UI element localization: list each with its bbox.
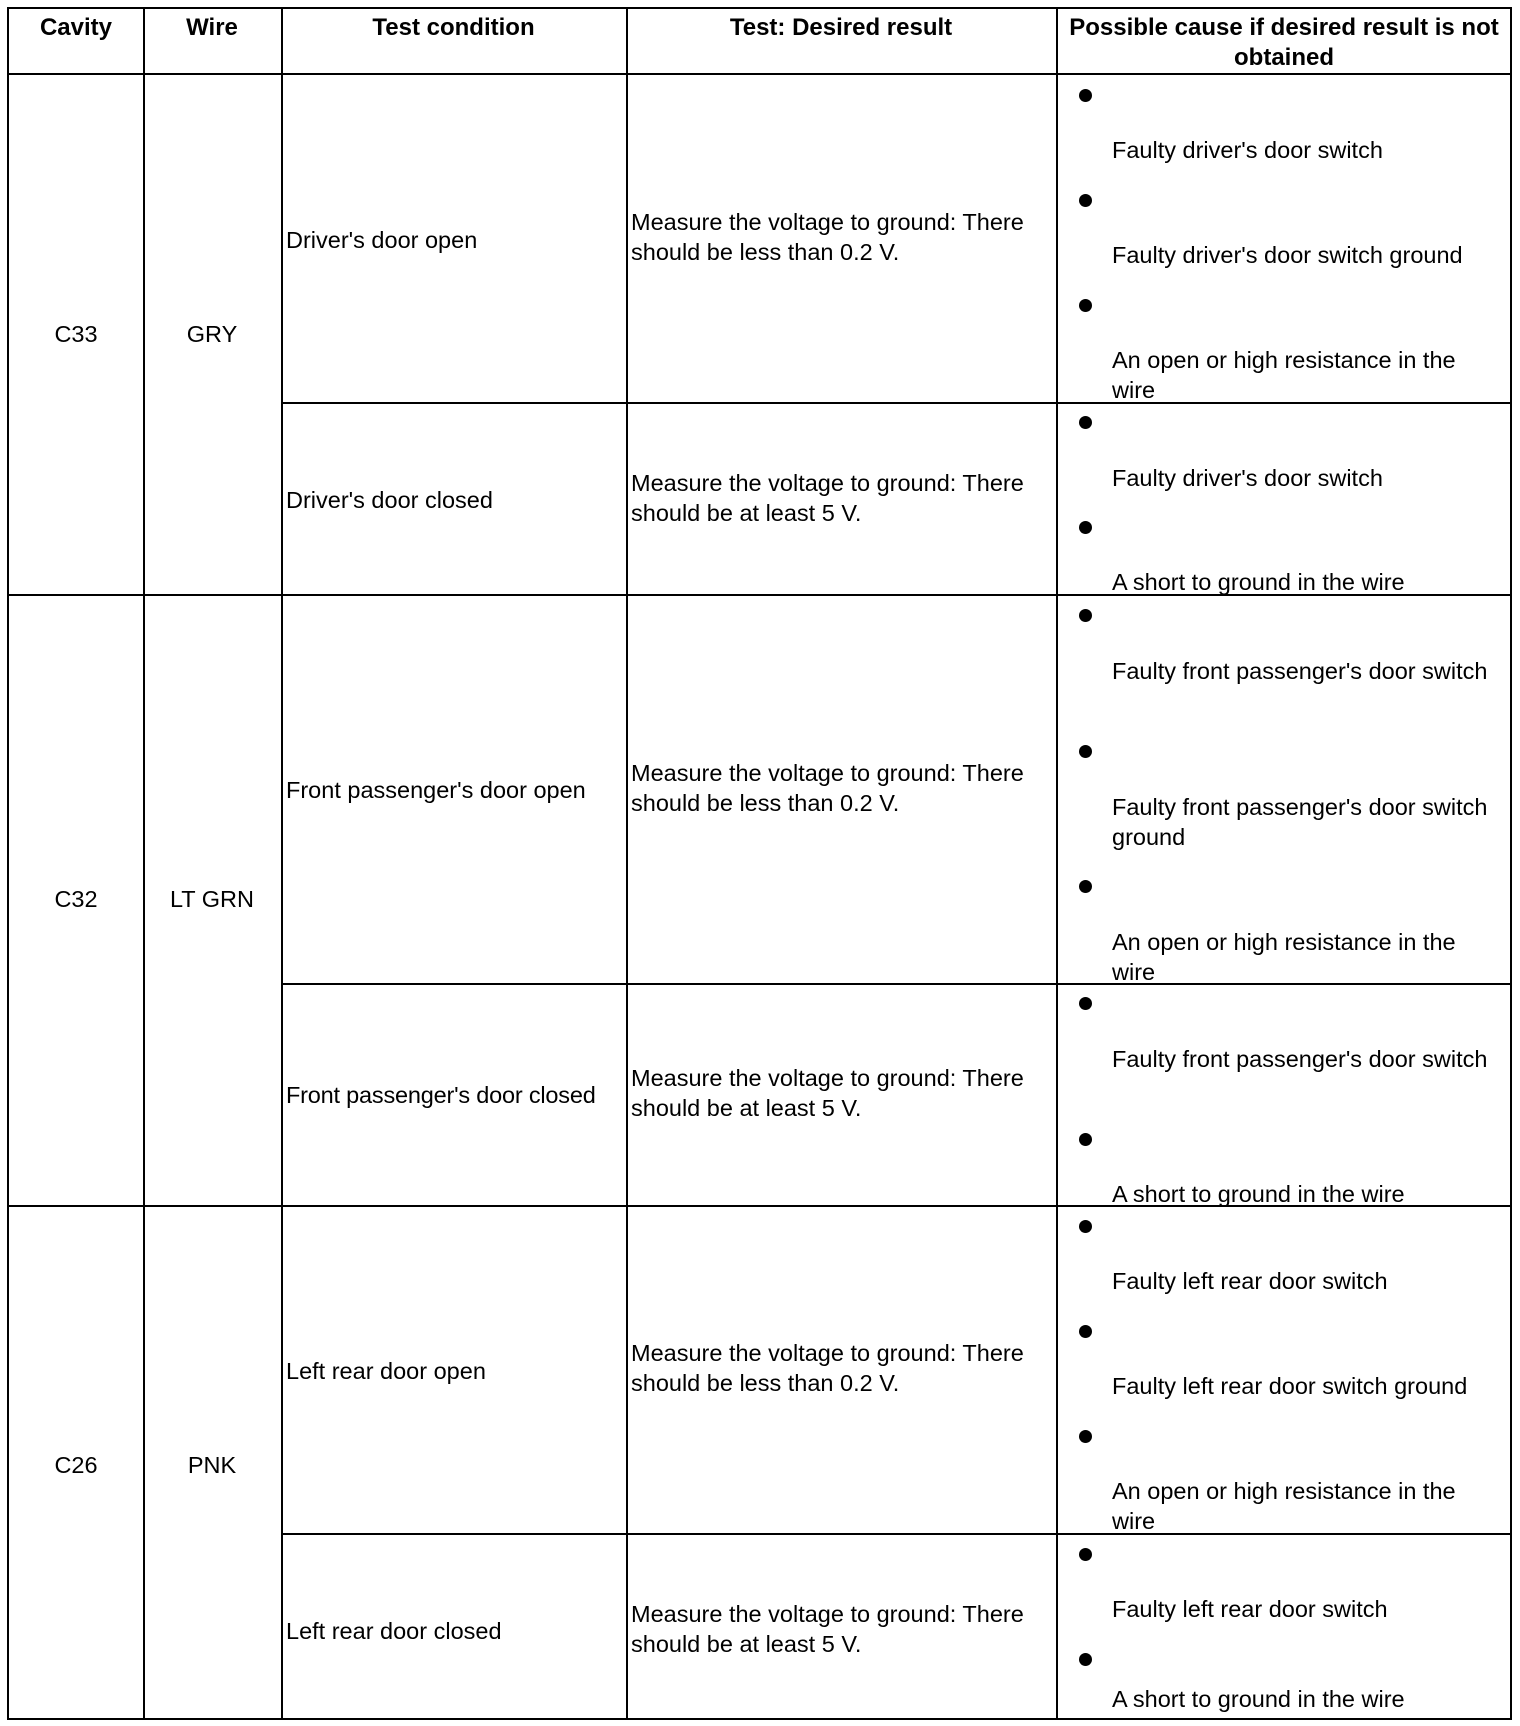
cavity-cell: C32 (54, 886, 98, 912)
wire-cell: LT GRN (169, 886, 254, 912)
bullet-icon (1079, 1325, 1092, 1338)
cause-item: An open or high resistance in the wire (1112, 1478, 1456, 1534)
cause-item: Faulty left rear door switch (1112, 1268, 1388, 1294)
cause-item: Faulty front passenger's door switch ground (1112, 794, 1488, 850)
cause-item: An open or high resistance in the wire (1112, 347, 1456, 403)
header-wire: Wire (186, 14, 238, 41)
cause-item: A short to ground in the wire (1112, 569, 1405, 595)
test-result-cell: Measure the voltage to ground: There should be less than 0.2 V. (631, 760, 1024, 816)
test-condition-cell: Front passenger's door open (286, 777, 586, 803)
bullet-icon (1079, 1653, 1092, 1666)
test-condition-cell: Left rear door open (286, 1358, 486, 1384)
cause-item: A short to ground in the wire (1112, 1686, 1405, 1712)
cause-item: Faulty driver's door switch (1112, 137, 1383, 163)
bullet-icon (1079, 609, 1092, 622)
header-possible-cause: Possible cause if desired result is not obtained (1069, 14, 1499, 71)
cavity-cell: C26 (54, 1452, 98, 1478)
column-divider (1056, 9, 1058, 1718)
cause-item: Faulty driver's door switch ground (1112, 242, 1463, 268)
test-result-cell: Measure the voltage to ground: There should be less than 0.2 V. (631, 209, 1024, 265)
test-condition-cell: Left rear door closed (286, 1618, 502, 1644)
bullet-icon (1079, 880, 1092, 893)
test-condition-cell: Front passenger's door closed (286, 1082, 596, 1108)
test-result-cell: Measure the voltage to ground: There should be less than 0.2 V. (631, 1340, 1024, 1396)
diagnostic-table (7, 7, 1512, 1720)
column-divider (281, 9, 283, 1718)
bullet-icon (1079, 299, 1092, 312)
bullet-icon (1079, 194, 1092, 207)
bullet-icon (1079, 521, 1092, 534)
bullet-icon (1079, 416, 1092, 429)
cause-item: A short to ground in the wire (1112, 1181, 1405, 1207)
header-divider (9, 73, 1510, 75)
test-result-cell: Measure the voltage to ground: There should be at least 5 V. (631, 470, 1024, 526)
bullet-icon (1079, 1548, 1092, 1561)
bullet-icon (1079, 1133, 1092, 1146)
test-condition-cell: Driver's door open (286, 227, 478, 253)
bullet-icon (1079, 1430, 1092, 1443)
test-result-cell: Measure the voltage to ground: There should be at least 5 V. (631, 1601, 1024, 1657)
cause-item: Faulty driver's door switch (1112, 465, 1383, 491)
cause-item: Faulty left rear door switch ground (1112, 1373, 1468, 1399)
cavity-cell: C33 (54, 321, 98, 347)
bullet-icon (1079, 745, 1092, 758)
cause-item: Faulty front passenger's door switch (1112, 658, 1488, 684)
header-test-condition: Test condition (372, 14, 535, 41)
header-cavity: Cavity (39, 14, 113, 41)
cause-item: Faulty front passenger's door switch (1112, 1046, 1488, 1072)
bullet-icon (1079, 997, 1092, 1010)
test-result-cell: Measure the voltage to ground: There should be at least 5 V. (631, 1065, 1024, 1121)
column-divider (626, 9, 628, 1718)
cause-item: An open or high resistance in the wire (1112, 929, 1456, 985)
bullet-icon (1079, 1220, 1092, 1233)
cause-item: Faulty left rear door switch (1112, 1596, 1388, 1622)
header-test-result: Test: Desired result (729, 14, 953, 41)
wire-cell: PNK (187, 1452, 237, 1478)
bullet-icon (1079, 89, 1092, 102)
wire-cell: GRY (186, 321, 238, 347)
test-condition-cell: Driver's door closed (286, 487, 493, 513)
